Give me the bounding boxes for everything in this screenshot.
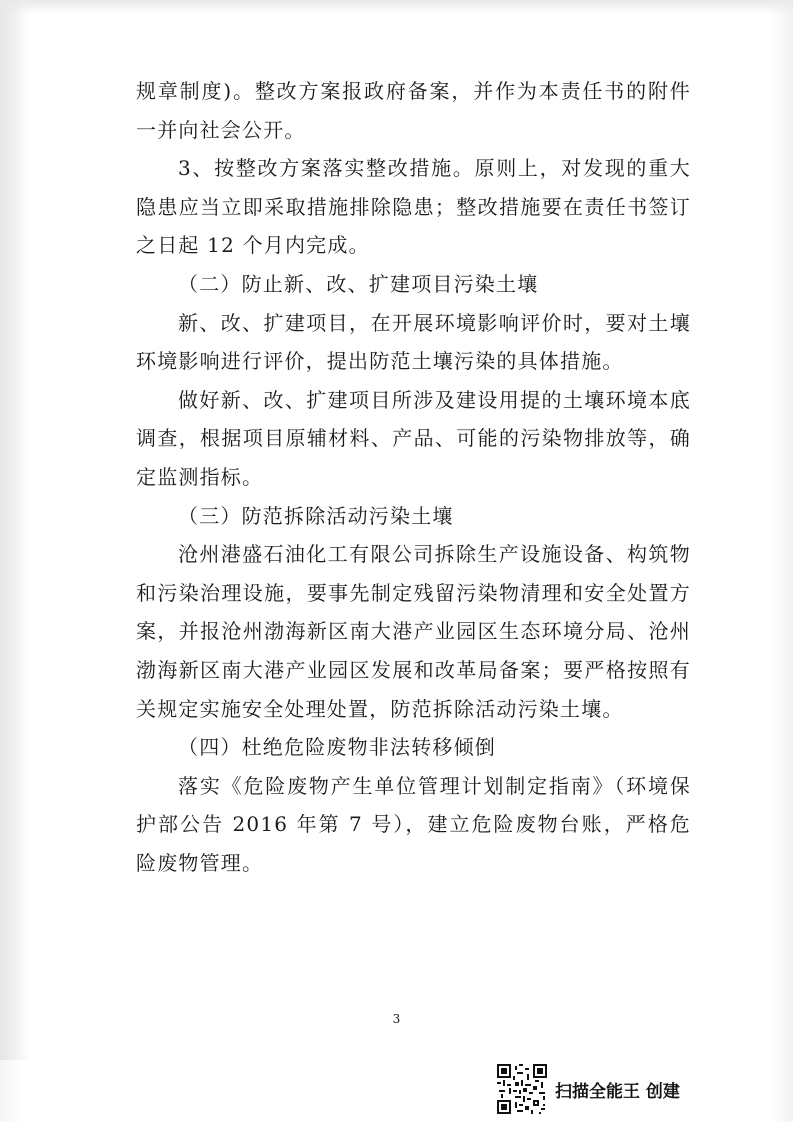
scanner-app-label: 扫描全能王 创建 [555, 1081, 680, 1102]
paragraph-demolition: 沧州港盛石油化工有限公司拆除生产设施设备、构筑物和污染治理设施，要事先制定残留污染物清理和安全处置方案，并报沧州渤海新区南大港产业园区生态环境分局、沧州渤海新区南大港产业园区发展和改革局备案；要严格按照有关规定实施安全处理处置，防范拆除活动污染土壤。 [136, 542, 691, 721]
document-body [136, 72, 691, 882]
section-heading-2: （二）防止新、改、扩建项目污染土壤 [178, 271, 539, 296]
scan-shadow-top [0, 0, 793, 14]
scan-shadow-left [0, 0, 30, 1060]
paragraph-hazardous-waste: 落实《危险废物产生单位管理计划制定指南》（环境保护部公告 2016 年第 7 号），建立危险废物台账，严格危险废物管理。 [136, 773, 691, 875]
paragraph-eia: 新、改、扩建项目，在开展环境影响评价时，要对土壤环境影响进行评价，提出防范土壤污染的具体措施。 [136, 310, 691, 374]
scanner-watermark [497, 1063, 680, 1115]
qr-code-icon [497, 1064, 547, 1114]
paragraph-baseline-survey: 做好新、改、扩建项目所涉及建设用提的土壤环境本底调查，根据项目原辅材料、产品、可能的污染物排放等，确定监测指标。 [136, 387, 691, 489]
page-number: 3 [392, 1012, 401, 1026]
section-heading-4: （四）杜绝危险废物非法转移倾倒 [178, 735, 496, 760]
section-heading-3: （三）防范拆除活动污染土壤 [178, 503, 454, 528]
paragraph-continuation: 规章制度)。整改方案报政府备案，并作为本责任书的附件一并向社会公开。 [136, 79, 691, 142]
paragraph-item-3: 3、按整改方案落实整改措施。原则上，对发现的重大隐患应当立即采取措施排除隐患；整改措施要在责任书签订之日起 12 个月内完成。 [136, 156, 691, 258]
